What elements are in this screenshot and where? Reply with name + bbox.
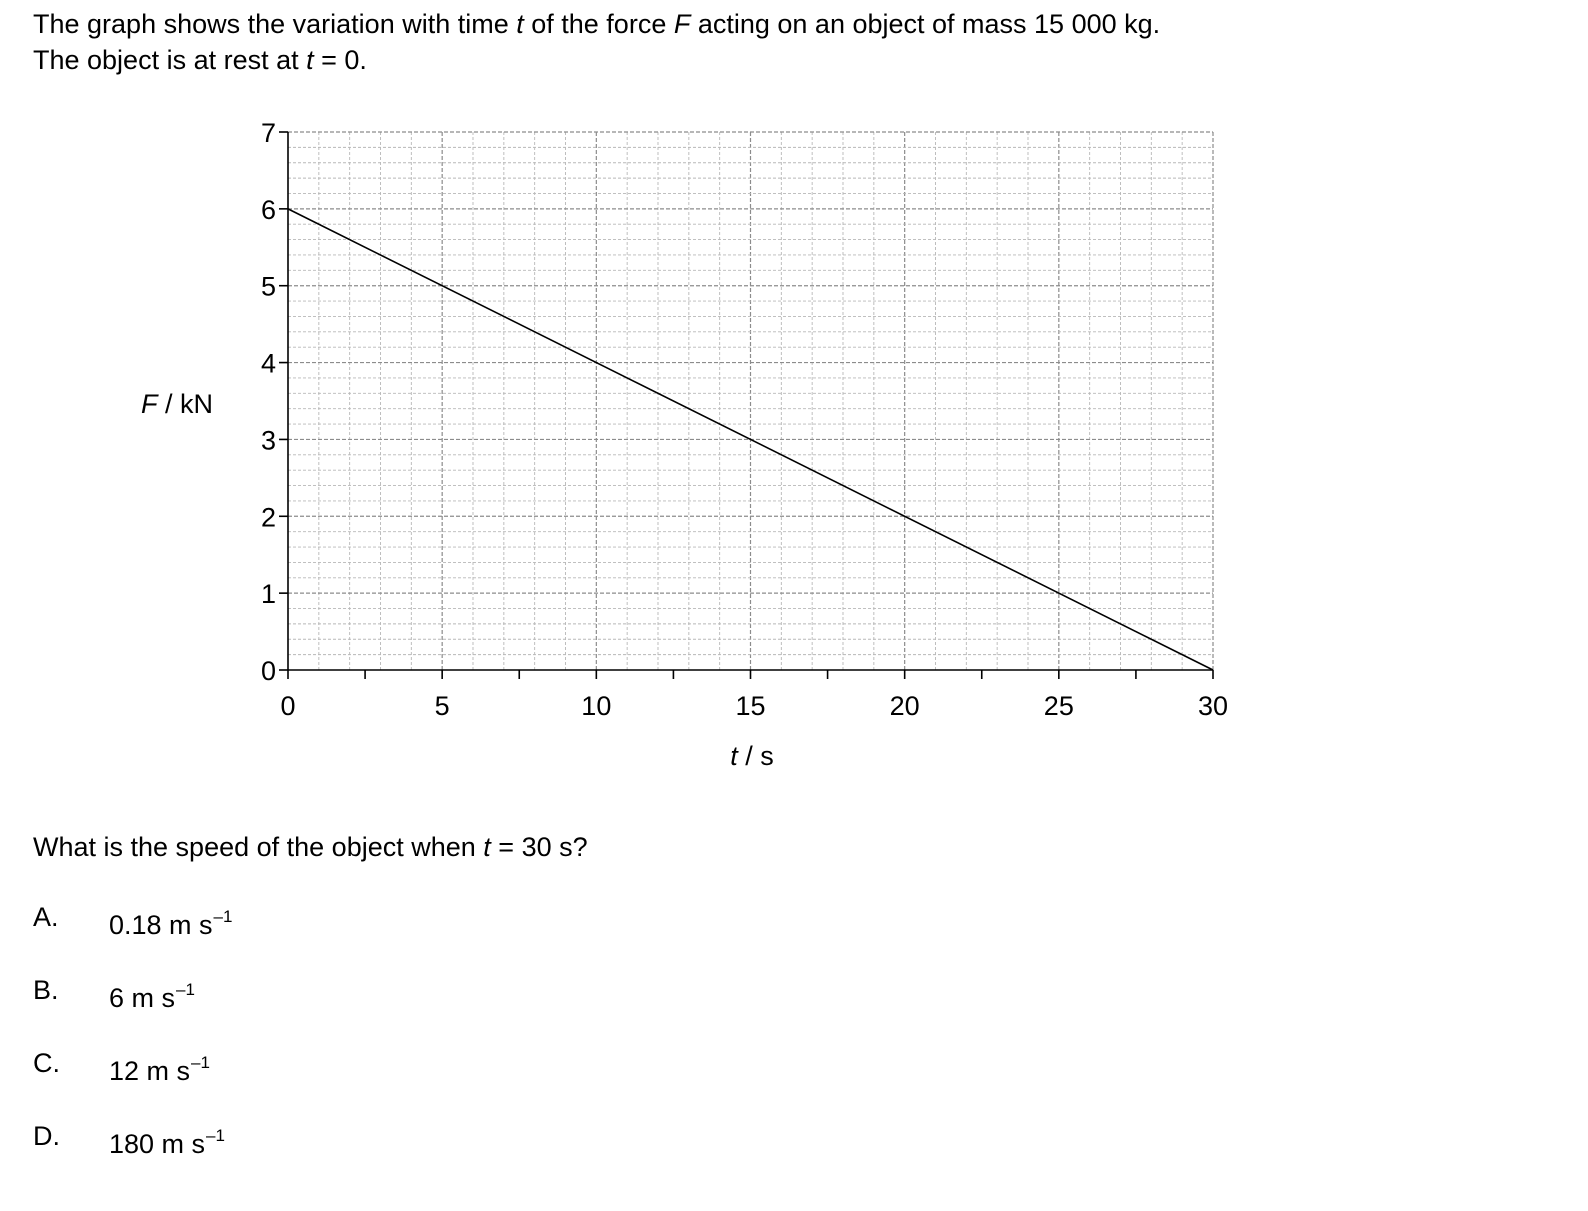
- question-text: = 30 s?: [490, 832, 588, 862]
- y-tick-label: 4: [260, 348, 276, 379]
- option-letter: C.: [33, 1048, 60, 1078]
- tick-marks: [279, 132, 1213, 679]
- option-value-text: 6 m s: [109, 983, 176, 1013]
- option-value-text: 180 m s: [109, 1129, 206, 1159]
- variable-t: t: [306, 45, 314, 75]
- option-value: [109, 970, 195, 1018]
- option-letter: B.: [33, 975, 59, 1005]
- x-tick-label: 25: [1043, 691, 1074, 721]
- y-tick-label: 3: [260, 425, 276, 456]
- unit-exponent: –1: [176, 980, 195, 999]
- stem-text: acting on an object of mass 15 000 kg.: [690, 9, 1161, 39]
- option-letter: A.: [33, 902, 59, 932]
- y-axis-unit: / kN: [157, 389, 213, 419]
- y-axis-variable: F: [140, 389, 158, 419]
- x-tick-label: 5: [434, 691, 450, 721]
- y-axis-label: [141, 389, 213, 419]
- question-prompt: [33, 829, 588, 865]
- x-axis-unit: / s: [737, 741, 774, 771]
- option-letter: D.: [33, 1121, 60, 1151]
- y-tick-label: 7: [260, 118, 276, 148]
- x-axis-variable: t: [730, 741, 738, 771]
- variable-F: F: [673, 9, 691, 39]
- x-tick-label: 10: [581, 691, 612, 721]
- y-tick-label: 2: [260, 502, 276, 533]
- grid: [288, 132, 1213, 670]
- stem-text: of the force: [523, 9, 674, 39]
- x-axis-label: [730, 741, 774, 771]
- option-value-text: 0.18 m s: [109, 910, 213, 940]
- variable-t: t: [516, 9, 524, 39]
- y-tick-label: 1: [260, 579, 276, 610]
- stem-text: The object is at rest at: [33, 45, 307, 75]
- option-value-text: 12 m s: [109, 1056, 191, 1086]
- y-tick-label: 5: [260, 271, 276, 302]
- option-value: [109, 1116, 225, 1164]
- option-value: [109, 897, 232, 945]
- unit-exponent: –1: [191, 1053, 210, 1072]
- unit-exponent: –1: [206, 1126, 225, 1145]
- x-tick-label: 30: [1197, 691, 1229, 721]
- option-value: [109, 1043, 210, 1091]
- y-tick-label: 0: [260, 656, 276, 686]
- stem-text: = 0.: [313, 45, 367, 75]
- x-tick-label: 15: [735, 691, 766, 721]
- stem-text: The graph shows the variation with time: [33, 9, 517, 39]
- y-tick-label: 6: [260, 194, 276, 225]
- unit-exponent: –1: [213, 907, 233, 926]
- variable-t: t: [483, 832, 491, 862]
- x-tick-label: 20: [889, 691, 920, 721]
- x-tick-label: 0: [280, 691, 296, 721]
- question-text: What is the speed of the object when: [33, 832, 484, 862]
